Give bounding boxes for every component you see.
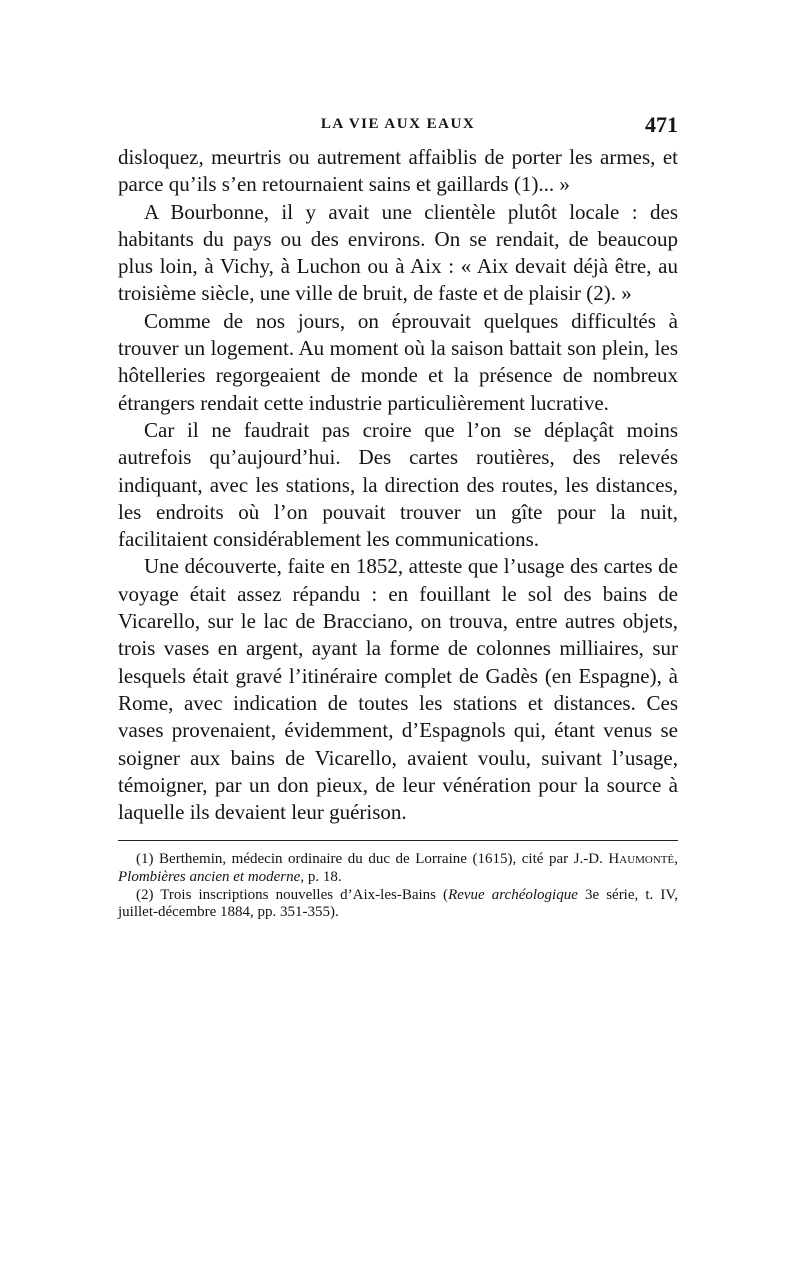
paragraph: disloquez, meurtris ou autrement affaiblis de porter les armes, et parce qu’ils s’en retournaient sains et gaillards (1)... » xyxy=(118,145,678,197)
footnote-1 xyxy=(118,851,678,886)
running-title: LA VIE AUX EAUX xyxy=(320,116,476,132)
footnote-text: 3e série, t. IV, juillet-décembre 1884, pp. 351-355). xyxy=(118,886,678,921)
footnote-text: (1) Berthemin, médecin ordinaire du duc de Lorraine (1615), cité par J.-D. xyxy=(136,851,609,868)
paragraph: Une découverte, faite en 1852, atteste que l’usage des cartes de voyage était assez répandu : en fouillant le sol des bains de Vicarello, sur le lac de Bracciano, on trouva, entre autres objets, trois vases en argent, ayant la forme de colonnes milliaires, sur lesquels était gravé l’itinéraire complet de Gadès (en Espagne), à Rome, avec indication de toutes les stations et distances. Ces vases provenaient, évidemment, d’Espagnols qui, étant venus se soigner aux bains de Vicarello, avaient voulu, suivant l’usage, témoigner, par un don pieux, de leur vénération pour la source à laquelle ils devaient leur guérison. xyxy=(118,554,678,825)
footnote-2 xyxy=(118,887,678,922)
paragraph: Comme de nos jours, on éprouvait quelques difficultés à trouver un logement. Au moment où la saison battait son plein, les hôtelleries regorgeaient de monde et la présence de nombreux étrangers rendait cette industrie particulièrement lucrative. xyxy=(118,308,678,415)
body-text xyxy=(118,144,678,826)
footnote-journal-title: Revue archéologique xyxy=(448,886,578,903)
footnote-book-title: Plombières ancien et moderne xyxy=(118,869,301,886)
footnote-divider xyxy=(118,840,678,841)
footnote-text: , xyxy=(674,851,678,868)
footnotes xyxy=(118,851,678,921)
paragraph: Car il ne faudrait pas croire que l’on se déplaçât moins autrefois qu’aujourd’hui. Des cartes routières, des relevés indiquant, avec les stations, la direction des routes, les distances, les endroits où l’on pouvait trouver un gîte pour la nuit, facilitaient considérablement les communications. xyxy=(118,417,678,552)
footnote-text: (2) Trois inscriptions nouvelles d’Aix-les-Bains ( xyxy=(136,886,449,903)
footnote-author: Haumonté xyxy=(608,851,675,868)
page-number: 471 xyxy=(645,112,678,137)
page-header xyxy=(118,112,678,142)
book-page xyxy=(118,112,678,922)
paragraph: A Bourbonne, il y avait une clientèle plutôt locale : des habitants du pays ou des environs. On se rendait, de beaucoup plus loin, à Vichy, à Luchon ou à Aix : « Aix devait déjà être, au troisième siècle, une ville de bruit, de faste et de plaisir (2). » xyxy=(118,199,678,306)
footnote-text: , p. 18. xyxy=(300,869,342,886)
